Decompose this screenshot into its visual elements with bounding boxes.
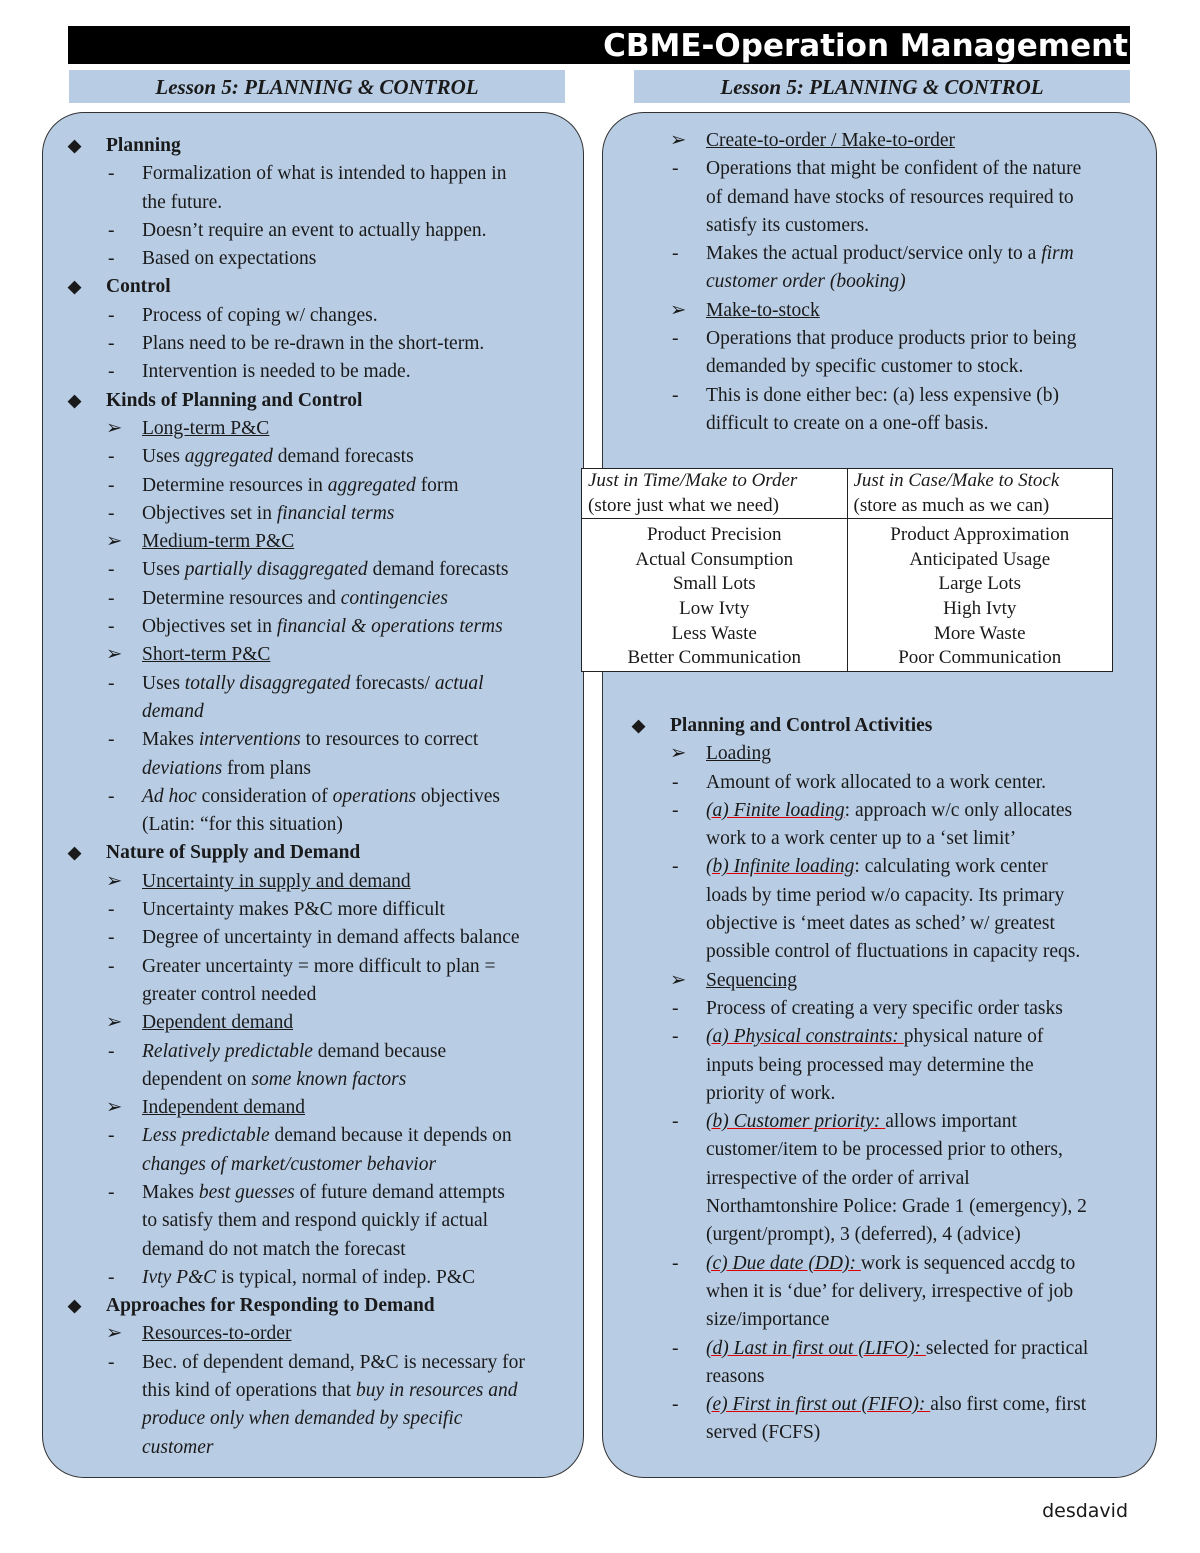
list-item: - Based on expectations bbox=[108, 248, 317, 270]
list-item-continuation: (Latin: “for this situation) bbox=[142, 814, 343, 836]
list-item: - Uses totally disaggregated forecasts/ actual bbox=[108, 672, 484, 694]
resources-to-order-subheading: ➢ Resources-to-order bbox=[68, 1320, 578, 1348]
list-item-continuation: changes of market/customer behavior bbox=[142, 1153, 437, 1175]
approaches-heading: ◆ Approaches for Responding to Demand bbox=[68, 1292, 578, 1320]
left-column bbox=[68, 132, 578, 1462]
list-item: - Determine resources in aggregated form bbox=[108, 474, 459, 496]
list-item-continuation: loads by time period w/o capacity. Its primary bbox=[706, 884, 1065, 906]
list-item: - Doesn’t require an event to actually happen. bbox=[108, 219, 487, 241]
title-bar bbox=[68, 26, 1130, 64]
table-row bbox=[582, 519, 1113, 672]
list-item: - Makes best guesses of future demand attempts bbox=[108, 1181, 505, 1203]
list-item-continuation: to satisfy them and respond quickly if actual bbox=[142, 1210, 489, 1232]
arrow-bullet-icon: ➢ bbox=[670, 130, 687, 151]
right-column-bottom bbox=[632, 712, 1142, 1448]
list-item: - Less predictable demand because it depends on bbox=[108, 1125, 512, 1147]
arrow-bullet-icon: ➢ bbox=[670, 299, 687, 321]
arrow-bullet-icon: ➢ bbox=[670, 969, 687, 991]
list-item-continuation: irrespective of the order of arrival bbox=[706, 1167, 970, 1189]
list-item-continuation: customer bbox=[142, 1436, 214, 1458]
document-title: CBME-Operation Management bbox=[603, 28, 1128, 64]
independent-demand-subheading: ➢ Independent demand bbox=[68, 1094, 578, 1122]
uncertainty-subheading: ➢ Uncertainty in supply and demand bbox=[68, 868, 578, 896]
diamond-bullet-icon: ◆ bbox=[632, 716, 646, 735]
long-term-subheading: ➢ Long-term P&C bbox=[68, 415, 578, 443]
list-item: - Plans need to be re-drawn in the short-term. bbox=[108, 333, 485, 355]
make-to-stock-subheading: ➢ Make-to-stock bbox=[632, 297, 1142, 325]
list-item: - Greater uncertainty = more difficult to plan = bbox=[108, 955, 496, 977]
list-item-continuation: difficult to create on a one-off basis. bbox=[706, 412, 989, 434]
arrow-bullet-icon: ➢ bbox=[106, 1323, 123, 1345]
list-item-continuation: Northamtonshire Police: Grade 1 (emergency), 2 bbox=[706, 1196, 1087, 1218]
list-item: - Objectives set in financial & operations terms bbox=[108, 616, 503, 638]
list-item: - (a) Physical constraints: physical nature of bbox=[672, 1026, 1044, 1048]
list-item: - Operations that might be confident of the nature bbox=[672, 158, 1082, 180]
planning-heading: ◆ Planning bbox=[68, 132, 578, 160]
dependent-demand-subheading: ➢ Dependent demand bbox=[68, 1009, 578, 1037]
list-item-continuation: this kind of operations that buy in resources and bbox=[142, 1380, 518, 1402]
right-column-top bbox=[632, 127, 1142, 438]
list-item: - (a) Finite loading: approach w/c only allocates bbox=[672, 799, 1073, 821]
list-item-continuation: of demand have stocks of resources required to bbox=[706, 186, 1074, 208]
list-item-continuation: deviations from plans bbox=[142, 757, 311, 779]
list-item-continuation: priority of work. bbox=[706, 1082, 836, 1104]
short-term-subheading: ➢ Short-term P&C bbox=[68, 641, 578, 669]
control-heading: ◆ Control bbox=[68, 273, 578, 301]
list-item-continuation: greater control needed bbox=[142, 983, 317, 1005]
diamond-bullet-icon: ◆ bbox=[68, 843, 82, 863]
medium-term-subheading: ➢ Medium-term P&C bbox=[68, 528, 578, 556]
list-item-continuation: demand bbox=[142, 700, 204, 722]
list-item: - Intervention is needed to be made. bbox=[108, 361, 411, 383]
list-item-continuation: when it is ‘due’ for delivery, irrespective of job bbox=[706, 1280, 1074, 1302]
activities-heading: ◆ Planning and Control Activities bbox=[632, 712, 1142, 740]
list-item: - (b) Infinite loading: calculating work center bbox=[672, 856, 1048, 878]
list-item-continuation: demand do not match the forecast bbox=[142, 1238, 406, 1260]
list-item-continuation: objective is ‘meet dates as sched’ w/ greatest bbox=[706, 913, 1055, 935]
list-item: - Operations that produce products prior to being bbox=[672, 328, 1077, 350]
list-item: - (d) Last in first out (LIFO): selected for practical bbox=[672, 1337, 1089, 1359]
sequencing-subheading: ➢ Sequencing bbox=[632, 967, 1142, 995]
list-item: - (e) First in first out (FIFO): also first come, first bbox=[672, 1394, 1087, 1416]
list-item: - Uses partially disaggregated demand forecasts bbox=[108, 559, 509, 581]
arrow-bullet-icon: ➢ bbox=[670, 743, 687, 765]
create-to-order-subheading: ➢ Create-to-order / Make-to-order bbox=[632, 127, 1142, 155]
list-item: - Uncertainty makes P&C more difficult bbox=[108, 899, 445, 921]
arrow-bullet-icon: ➢ bbox=[106, 417, 123, 439]
footer-author: desdavid bbox=[1042, 1500, 1128, 1522]
list-item-continuation: (urgent/prompt), 3 (deferred), 4 (advice) bbox=[706, 1224, 1021, 1246]
list-item: - Makes the actual product/service only to a firm bbox=[672, 243, 1074, 265]
table-header-row bbox=[582, 469, 1113, 519]
arrow-bullet-icon: ➢ bbox=[106, 1012, 123, 1034]
table-cell-jic: Product Approximation Anticipated Usage Large Lots High Ivty More Waste Poor Communication bbox=[847, 519, 1113, 672]
list-item: - Relatively predictable demand because bbox=[108, 1040, 447, 1062]
list-item: - Bec. of dependent demand, P&C is necessary for bbox=[108, 1351, 525, 1373]
list-item-continuation: reasons bbox=[706, 1365, 765, 1387]
table-header-jic: Just in Case/Make to Stock (store as much as we can) bbox=[847, 469, 1113, 519]
list-item-continuation: customer/item to be processed prior to others, bbox=[706, 1139, 1063, 1161]
list-item: - (c) Due date (DD): work is sequenced accdg to bbox=[672, 1252, 1076, 1274]
list-item: - Objectives set in financial terms bbox=[108, 502, 395, 524]
list-item: - Ivty P&C is typical, normal of indep. P&C bbox=[108, 1266, 476, 1288]
arrow-bullet-icon: ➢ bbox=[106, 870, 123, 892]
list-item-continuation: possible control of fluctuations in capacity reqs. bbox=[706, 941, 1081, 963]
list-item-continuation: served (FCFS) bbox=[706, 1422, 821, 1444]
arrow-bullet-icon: ➢ bbox=[106, 531, 123, 553]
table-header-jit: Just in Time/Make to Order (store just what we need) bbox=[582, 469, 848, 519]
list-item: - Makes interventions to resources to correct bbox=[108, 729, 479, 751]
arrow-bullet-icon: ➢ bbox=[106, 1097, 123, 1119]
list-item: - Formalization of what is intended to happen in bbox=[108, 163, 507, 185]
list-item: - Process of creating a very specific order tasks bbox=[672, 997, 1063, 1019]
list-item: - This is done either bec: (a) less expensive (b) bbox=[672, 384, 1060, 406]
list-item: - Determine resources and contingencies bbox=[108, 587, 448, 609]
list-item: - Ad hoc consideration of operations objectives bbox=[108, 785, 500, 807]
list-item-continuation: dependent on some known factors bbox=[142, 1068, 407, 1090]
kinds-heading: ◆ Kinds of Planning and Control bbox=[68, 387, 578, 415]
list-item-continuation: inputs being processed may determine the bbox=[706, 1054, 1034, 1076]
list-item: - Amount of work allocated to a work center. bbox=[672, 771, 1047, 793]
list-item: - Uses aggregated demand forecasts bbox=[108, 446, 414, 468]
loading-subheading: ➢ Loading bbox=[632, 740, 1142, 768]
list-item-continuation: the future. bbox=[142, 191, 223, 213]
list-item-continuation: customer order (booking) bbox=[706, 271, 906, 293]
list-item: - Degree of uncertainty in demand affects balance bbox=[108, 927, 520, 949]
list-item-continuation: size/importance bbox=[706, 1309, 830, 1331]
lesson-header-right: Lesson 5: PLANNING & CONTROL bbox=[634, 70, 1130, 103]
list-item-continuation: work to a work center up to a ‘set limit’ bbox=[706, 828, 1017, 850]
diamond-bullet-icon: ◆ bbox=[68, 1296, 82, 1316]
diamond-bullet-icon: ◆ bbox=[68, 390, 82, 410]
list-item-continuation: produce only when demanded by specific bbox=[142, 1408, 463, 1430]
diamond-bullet-icon: ◆ bbox=[68, 136, 82, 155]
list-item: - Process of coping w/ changes. bbox=[108, 304, 378, 326]
jit-vs-jic-table bbox=[581, 468, 1113, 672]
list-item-continuation: satisfy its customers. bbox=[706, 214, 870, 236]
list-item: - (b) Customer priority: allows important bbox=[672, 1111, 1017, 1133]
arrow-bullet-icon: ➢ bbox=[106, 644, 123, 666]
diamond-bullet-icon: ◆ bbox=[68, 277, 82, 297]
list-item-continuation: demanded by specific customer to stock. bbox=[706, 356, 1024, 378]
nature-heading: ◆ Nature of Supply and Demand bbox=[68, 839, 578, 867]
lesson-header-left: Lesson 5: PLANNING & CONTROL bbox=[69, 70, 565, 103]
table-cell-jit: Product Precision Actual Consumption Small Lots Low Ivty Less Waste Better Communication bbox=[582, 519, 848, 672]
